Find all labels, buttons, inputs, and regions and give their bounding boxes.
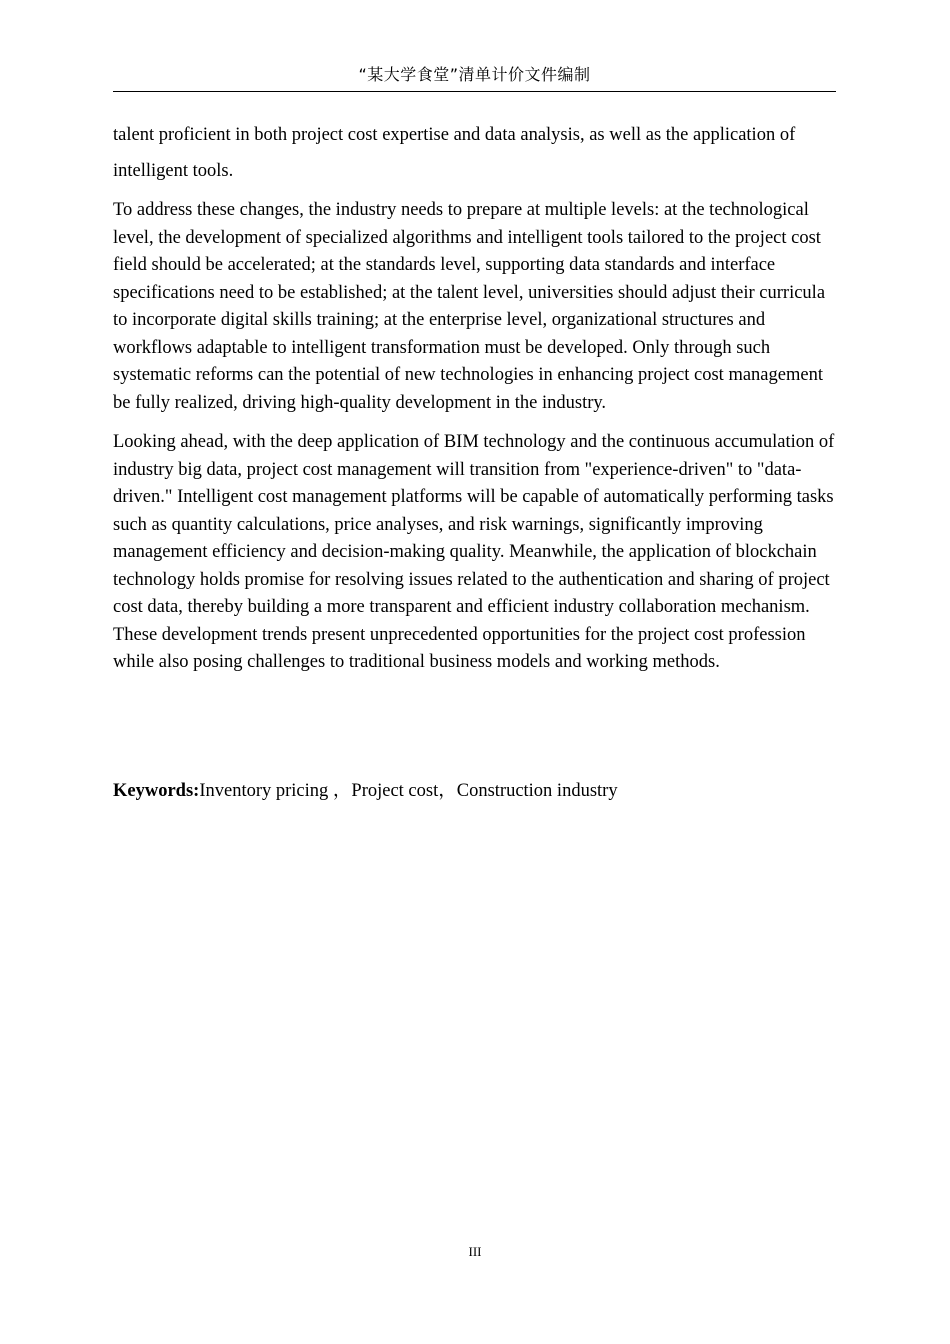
body-paragraph-2: To address these changes, the industry needs to prepare at multiple levels: at the technological level, the development of specialized algorithms and intelligent tools tailored to the project cost field should be accelerated; at the standards level, supporting data standards and interface specifications need to be established; at the talent level, universities should adjust their curricula to incorporate digital skills training; at the enterprise level, organizational structures and workflows adaptable to intelligent transformation must be developed. Only through such systematic reforms can the potential of new technologies in enhancing project cost management be fully realized, driving high-quality development in the industry. [113,200,826,413]
header-divider [113,91,836,92]
keywords-line [113,778,838,805]
keywords-label: Keywords: [113,781,200,801]
body-paragraph-1: talent proficient in both project cost expertise and data analysis, as well as the application of intelligent tools. [113,125,796,181]
running-header: “某大学食堂”清单计价文件编制 [358,65,591,84]
page-number: III [468,1244,482,1259]
body-paragraph-3: Looking ahead, with the deep application of BIM technology and the continuous accumulation of industry big data, project cost management will transition from "experience-driven" to "data-driven." Intelligent cost management platforms will be capable of automatically performing tasks such as quantity calculations, price analyses, and risk warnings, significantly improving management efficiency and decision-making quality. Meanwhile, the application of blockchain technology holds promise for resolving issues related to the authentication and sharing of project cost data, thereby building a more transparent and efficient industry collaboration mechanism. These development trends present unprecedented opportunities for the project cost profession while also posing challenges to traditional business models and working methods. [113,432,835,672]
keywords-text: Inventory pricing ，Project cost，Construction industry [199,781,618,801]
